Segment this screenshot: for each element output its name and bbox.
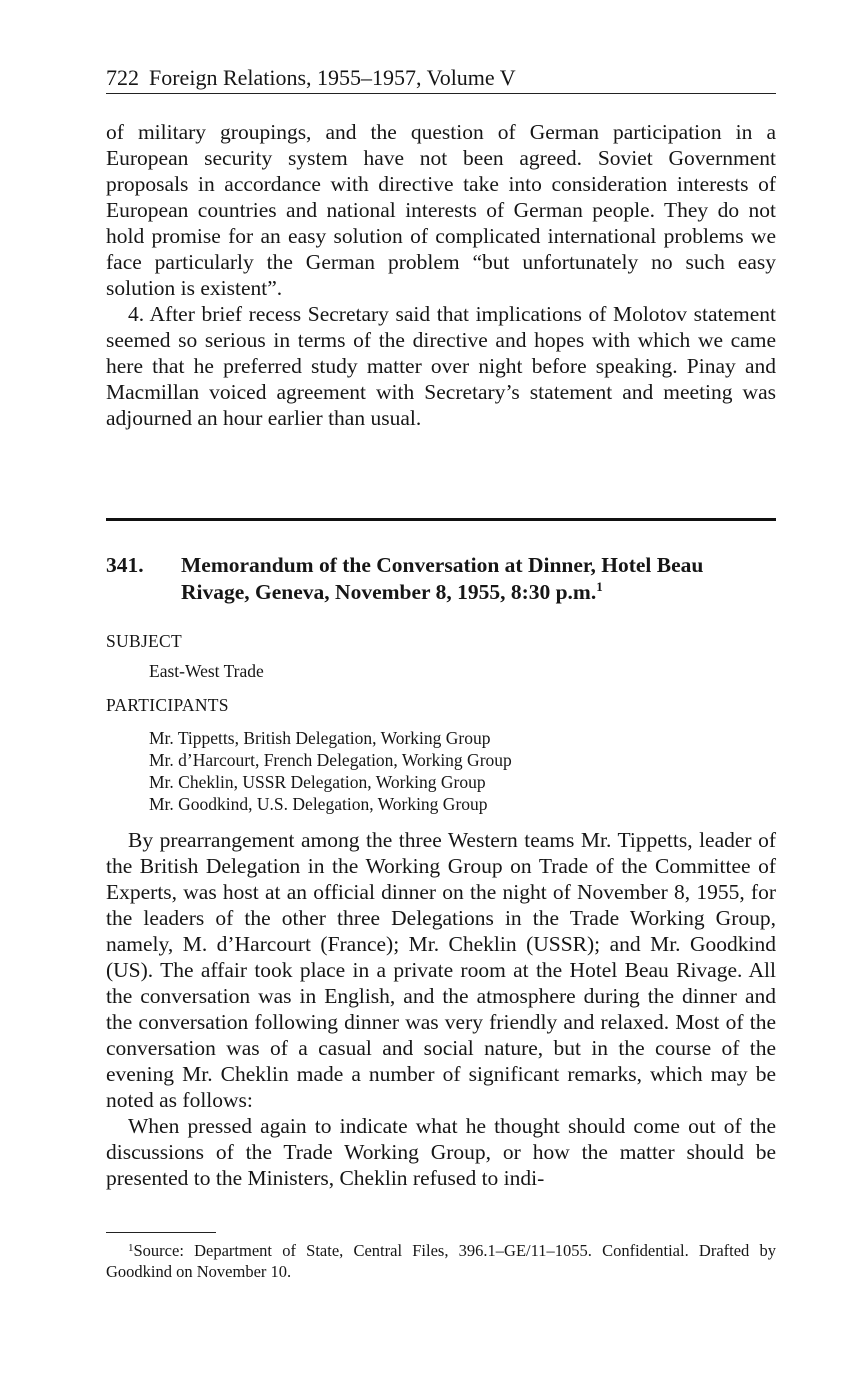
running-header (106, 64, 776, 92)
participant: Mr. Cheklin, USSR Delegation, Working Group (149, 772, 486, 792)
footnote-text: Source: Department of State, Central Files, 396.1–GE/11–1055. Confidential. Drafted by Goodkind on November 10. (106, 1241, 776, 1281)
participant: Mr. Tippetts, British Delegation, Working Group (149, 728, 491, 748)
paragraph: of military groupings, and the question of German participation in a European security system have not been agreed. Soviet Government proposals in accordance with directive take into consideration interests of European countries and national interests of German people. They do not hold promise for an easy solution of complicated international problems we face particularly the German problem “but unfortunately no such easy solution is existent”. (106, 120, 776, 300)
paragraph: 4. After brief recess Secretary said that implications of Molotov statement seemed so serious in terms of the directive and hopes with which we came here that he preferred study matter over night before speaking. Pinay and Macmillan voiced agreement with Secretary’s statement and meeting was adjourned an hour earlier than usual. (106, 302, 776, 430)
footnote-ref[interactable]: 1 (596, 579, 603, 594)
paragraph: By prearrangement among the three Western teams Mr. Tippetts, leader of the British Delegation in the Working Group on Trade of the Committee of Experts, was host at an official dinner on the night of November 8, 1955, for the leaders of the other three Delegations in the Trade Working Group, namely, M. d’Harcourt (France); Mr. Cheklin (USSR); and Mr. Goodkind (US). The affair took place in a private room at the Hotel Beau Rivage. All the conversation was in English, and the atmosphere during the dinner and the conversation following dinner was very friendly and relaxed. Most of the conversation was of a casual and social nature, but in the course of the evening Mr. Cheklin made a number of significant remarks, which may be noted as follows: (106, 828, 776, 1112)
paragraph: When pressed again to indicate what he thought should come out of the discussions of the Trade Working Group, or how the matter should be presented to the Ministers, Cheklin refused to indi- (106, 1114, 776, 1190)
participants-list (149, 727, 512, 815)
footnote-rule (106, 1232, 216, 1233)
document-number: 341. (106, 553, 144, 577)
header-rule (106, 93, 776, 94)
subject-value: East-West Trade (149, 661, 264, 681)
document-title: Memorandum of the Conversation at Dinner, Hotel Beau Rivage, Geneva, November 8, 1955, 8:30 p.m. (181, 553, 704, 604)
document-heading (106, 552, 776, 606)
participants-label: PARTICIPANTS (106, 695, 229, 715)
subject-label: SUBJECT (106, 631, 183, 651)
running-title: Foreign Relations, 1955–1957, Volume V (149, 65, 516, 90)
footnote-marker: 1 (128, 1242, 134, 1254)
page-number: 722 (106, 65, 139, 90)
memo-body (106, 827, 776, 1191)
continuation-text (106, 119, 776, 431)
section-divider (106, 518, 776, 521)
participant: Mr. d’Harcourt, French Delegation, Working Group (149, 750, 512, 770)
footnote (106, 1240, 776, 1282)
participant: Mr. Goodkind, U.S. Delegation, Working Group (149, 794, 488, 814)
